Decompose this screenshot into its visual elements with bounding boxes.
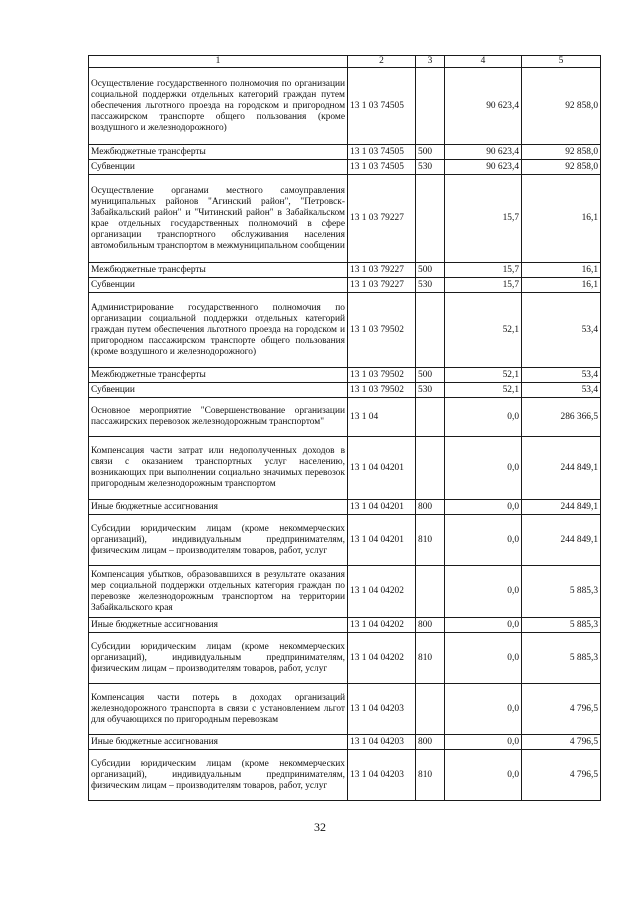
row-name: Субвенции bbox=[89, 160, 348, 175]
row-code: 13 1 03 74505 bbox=[348, 160, 416, 175]
row-name: Субсидии юридическим лицам (кроме некоммерческих организаций), индивидуальным предпринимателям, физическим лицам – производителям товаров, работ, услуг bbox=[89, 515, 348, 566]
row-value-4: 52,1 bbox=[445, 293, 522, 368]
row-type: 530 bbox=[416, 383, 445, 398]
row-name: Основное мероприятие "Совершенствование организации пассажирских перевозок железнодорожным транспортом" bbox=[89, 398, 348, 437]
row-value-5: 5 885,3 bbox=[522, 566, 601, 618]
row-value-5: 92 858,0 bbox=[522, 68, 601, 145]
row-code: 13 1 03 79227 bbox=[348, 278, 416, 293]
header-col-3: 3 bbox=[416, 56, 445, 68]
header-col-1: 1 bbox=[89, 56, 348, 68]
row-name: Межбюджетные трансферты bbox=[89, 368, 348, 383]
row-value-4: 0,0 bbox=[445, 437, 522, 500]
row-name: Иные бюджетные ассигнования bbox=[89, 500, 348, 515]
row-type: 530 bbox=[416, 278, 445, 293]
row-type: 800 bbox=[416, 500, 445, 515]
row-type: 500 bbox=[416, 145, 445, 160]
row-code: 13 1 04 04202 bbox=[348, 633, 416, 684]
row-code: 13 1 04 04202 bbox=[348, 618, 416, 633]
table-row bbox=[89, 500, 601, 515]
row-code: 13 1 04 04203 bbox=[348, 684, 416, 735]
row-type bbox=[416, 398, 445, 437]
row-value-5: 53,4 bbox=[522, 293, 601, 368]
table-row bbox=[89, 750, 601, 801]
row-value-4: 15,7 bbox=[445, 263, 522, 278]
row-value-5: 4 796,5 bbox=[522, 735, 601, 750]
budget-table bbox=[88, 55, 601, 801]
row-value-5: 4 796,5 bbox=[522, 684, 601, 735]
row-value-4: 0,0 bbox=[445, 684, 522, 735]
row-code: 13 1 03 79502 bbox=[348, 383, 416, 398]
table-row bbox=[89, 566, 601, 618]
row-value-4: 90 623,4 bbox=[445, 160, 522, 175]
row-type: 810 bbox=[416, 750, 445, 801]
table-body bbox=[89, 68, 601, 801]
header-row bbox=[89, 56, 601, 68]
row-value-4: 15,7 bbox=[445, 278, 522, 293]
row-value-4: 90 623,4 bbox=[445, 68, 522, 145]
row-name: Компенсация части потерь в доходах организаций железнодорожного транспорта в связи с установлением льгот для обучающихся по пригородным перевозкам bbox=[89, 684, 348, 735]
row-name: Субвенции bbox=[89, 278, 348, 293]
table-row bbox=[89, 368, 601, 383]
row-value-5: 244 849,1 bbox=[522, 515, 601, 566]
table-row bbox=[89, 735, 601, 750]
table-row bbox=[89, 68, 601, 145]
row-value-5: 286 366,5 bbox=[522, 398, 601, 437]
row-value-5: 4 796,5 bbox=[522, 750, 601, 801]
row-name: Компенсация части затрат или недополученных доходов в связи с оказанием транспортных услуг населению, возникающих при выполнении социально значимых перевозок пригородным железнодорожным транспортом bbox=[89, 437, 348, 500]
row-value-5: 244 849,1 bbox=[522, 437, 601, 500]
table-row bbox=[89, 684, 601, 735]
header-col-2: 2 bbox=[348, 56, 416, 68]
row-value-5: 5 885,3 bbox=[522, 618, 601, 633]
row-type: 500 bbox=[416, 263, 445, 278]
row-type: 530 bbox=[416, 160, 445, 175]
row-name: Иные бюджетные ассигнования bbox=[89, 618, 348, 633]
row-code: 13 1 03 79502 bbox=[348, 293, 416, 368]
row-value-4: 0,0 bbox=[445, 633, 522, 684]
row-code: 13 1 03 79227 bbox=[348, 263, 416, 278]
budget-page bbox=[88, 55, 600, 801]
row-value-5: 244 849,1 bbox=[522, 500, 601, 515]
table-row bbox=[89, 398, 601, 437]
row-value-4: 0,0 bbox=[445, 618, 522, 633]
table-row bbox=[89, 618, 601, 633]
page-number: 32 bbox=[314, 820, 326, 834]
table-row bbox=[89, 293, 601, 368]
table-row bbox=[89, 145, 601, 160]
header-col-5: 5 bbox=[522, 56, 601, 68]
row-type bbox=[416, 175, 445, 263]
row-value-5: 16,1 bbox=[522, 175, 601, 263]
row-value-4: 15,7 bbox=[445, 175, 522, 263]
row-name: Иные бюджетные ассигнования bbox=[89, 735, 348, 750]
row-value-5: 92 858,0 bbox=[522, 145, 601, 160]
row-name: Межбюджетные трансферты bbox=[89, 263, 348, 278]
row-type bbox=[416, 684, 445, 735]
row-name: Субвенции bbox=[89, 383, 348, 398]
row-value-5: 53,4 bbox=[522, 383, 601, 398]
row-name: Межбюджетные трансферты bbox=[89, 145, 348, 160]
row-name: Осуществление государственного полномочия по организации социальной поддержки отдельных категорий граждан путем обеспечения льготного проезда на городском и пригородном пассажирском транспорте общего пользования (кроме воздушного и железнодорожного) bbox=[89, 68, 348, 145]
row-code: 13 1 03 79227 bbox=[348, 175, 416, 263]
row-code: 13 1 04 04203 bbox=[348, 750, 416, 801]
table-row bbox=[89, 383, 601, 398]
row-name: Администрирование государственного полномочия по организации социальной поддержки отдельных категорий граждан путем обеспечения льготного проезда на городском и пригородном пассажирском транспорте общего пользования (кроме воздушного и железнодорожного) bbox=[89, 293, 348, 368]
row-value-4: 0,0 bbox=[445, 398, 522, 437]
row-name: Компенсация убытков, образовавшихся в результате оказания мер социальной поддержки отдельных категория граждан по перевозке железнодорожным транспортом на территории Забайкальского края bbox=[89, 566, 348, 618]
row-code: 13 1 04 04201 bbox=[348, 500, 416, 515]
row-code: 13 1 04 bbox=[348, 398, 416, 437]
row-type bbox=[416, 68, 445, 145]
row-value-4: 0,0 bbox=[445, 750, 522, 801]
table-row bbox=[89, 515, 601, 566]
row-value-4: 0,0 bbox=[445, 566, 522, 618]
row-value-5: 16,1 bbox=[522, 263, 601, 278]
row-value-4: 0,0 bbox=[445, 735, 522, 750]
row-type: 800 bbox=[416, 735, 445, 750]
row-value-4: 0,0 bbox=[445, 500, 522, 515]
row-type: 810 bbox=[416, 515, 445, 566]
table-row bbox=[89, 263, 601, 278]
row-type bbox=[416, 437, 445, 500]
row-type bbox=[416, 566, 445, 618]
table-row bbox=[89, 278, 601, 293]
row-value-4: 52,1 bbox=[445, 383, 522, 398]
table-row bbox=[89, 633, 601, 684]
table-row bbox=[89, 160, 601, 175]
row-value-5: 92 858,0 bbox=[522, 160, 601, 175]
row-type: 810 bbox=[416, 633, 445, 684]
row-value-5: 5 885,3 bbox=[522, 633, 601, 684]
table-row bbox=[89, 437, 601, 500]
header-col-4: 4 bbox=[445, 56, 522, 68]
row-code: 13 1 04 04201 bbox=[348, 437, 416, 500]
table-row bbox=[89, 175, 601, 263]
row-type: 500 bbox=[416, 368, 445, 383]
row-code: 13 1 03 79502 bbox=[348, 368, 416, 383]
row-name: Субсидии юридическим лицам (кроме некоммерческих организаций), индивидуальным предпринимателям, физическим лицам – производителям товаров, работ, услуг bbox=[89, 633, 348, 684]
row-value-4: 0,0 bbox=[445, 515, 522, 566]
row-type bbox=[416, 293, 445, 368]
row-code: 13 1 04 04202 bbox=[348, 566, 416, 618]
row-value-4: 52,1 bbox=[445, 368, 522, 383]
row-value-5: 53,4 bbox=[522, 368, 601, 383]
row-name: Субсидии юридическим лицам (кроме некоммерческих организаций), индивидуальным предпринимателям, физическим лицам – производителям товаров, работ, услуг bbox=[89, 750, 348, 801]
row-code: 13 1 04 04201 bbox=[348, 515, 416, 566]
row-name: Осуществление органами местного самоуправления муниципальных районов "Агинский район", "Петровск-Забайкальский район" и "Читинский район" в Забайкальском крае отдельных государственных полномочий в сфере организации транспортного обслуживания населения автомобильным транспортом в межмуниципальном сообщении bbox=[89, 175, 348, 263]
row-code: 13 1 04 04203 bbox=[348, 735, 416, 750]
row-value-5: 16,1 bbox=[522, 278, 601, 293]
row-code: 13 1 03 74505 bbox=[348, 145, 416, 160]
row-value-4: 90 623,4 bbox=[445, 145, 522, 160]
row-type: 800 bbox=[416, 618, 445, 633]
row-code: 13 1 03 74505 bbox=[348, 68, 416, 145]
